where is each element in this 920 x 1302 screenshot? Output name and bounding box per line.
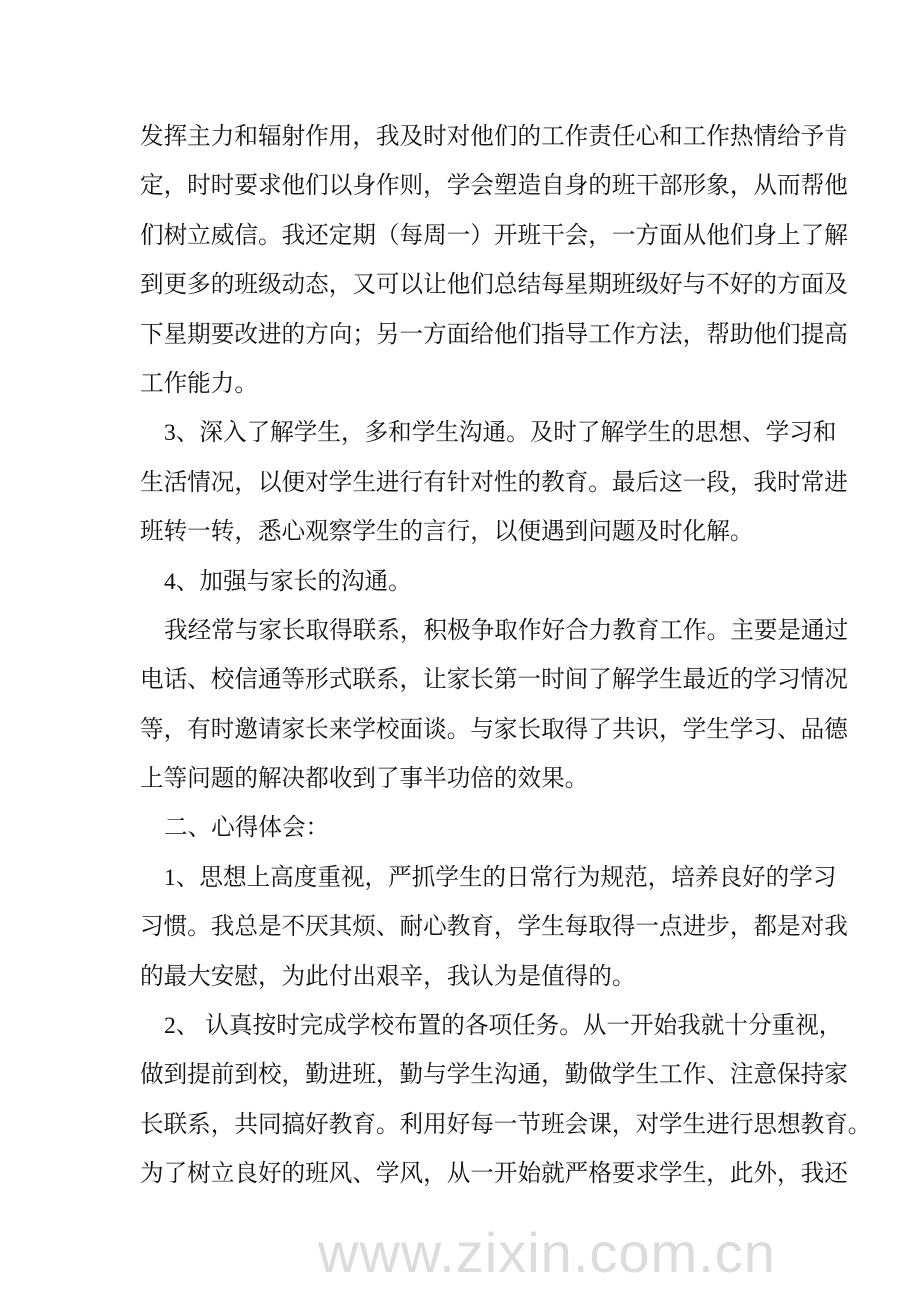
- text-line: 们树立威信。我还定期（每周一）开班干会，一方面从他们身上了解: [140, 222, 848, 249]
- text-line: 2、 认真按时完成学校布置的各项任务。从一开始我就十分重视，: [164, 1013, 843, 1040]
- text-line: 4、加强与家长的沟通。: [164, 568, 412, 595]
- text-line: 二、心得体会：: [164, 815, 330, 842]
- text-line: 发挥主力和辐射作用，我及时对他们的工作责任心和工作热情给予肯: [140, 124, 848, 150]
- text-line: 等，有时邀请家长来学校面谈。与家长取得了共识，学生学习、品德: [140, 716, 848, 743]
- text-line: 为了树立良好的班风、学风，从一开始就严格要求学生，此外，我还: [140, 1161, 848, 1188]
- text-line: 做到提前到校，勤进班，勤与学生沟通，勤做学生工作、注意保持家: [140, 1062, 848, 1089]
- text-line: 班转一转，悉心观察学生的言行，以便遇到问题及时化解。: [140, 519, 754, 546]
- watermark: www.zixin.com.cn: [318, 1221, 776, 1284]
- text-line: 长联系，共同搞好教育。利用好每一节班会课，对学生进行思想教育。: [140, 1111, 872, 1138]
- text-line: 电话、校信通等形式联系，让家长第一时间了解学生最近的学习情况: [140, 667, 848, 694]
- text-line: 我经常与家长取得联系，积极争取作好合力教育工作。主要是通过: [164, 617, 849, 644]
- text-line: 到更多的班级动态，又可以让他们总结每星期班级好与不好的方面及: [140, 272, 848, 299]
- text-line: 生活情况，以便对学生进行有针对性的教育。最后这一段，我时常进: [140, 469, 848, 496]
- text-line: 上等问题的解决都收到了事半功倍的效果。: [140, 766, 589, 793]
- text-line: 工作能力。: [140, 370, 258, 397]
- text-line: 下星期要改进的方向；另一方面给他们指导工作方法，帮助他们提高: [140, 321, 848, 348]
- text-line: 习惯。我总是不厌其烦、耐心教育，学生每取得一点进步，都是对我: [140, 914, 848, 941]
- text-line: 1、思想上高度重视，严抓学生的日常行为规范，培养良好的学习: [164, 864, 837, 891]
- text-line: 定，时时要求他们以身作则，学会塑造自身的班干部形象，从而帮他: [140, 173, 848, 200]
- text-line: 3、深入了解学生，多和学生沟通。及时了解学生的思想、学习和: [164, 420, 837, 447]
- text-line: 的最大安慰，为此付出艰辛，我认为是值得的。: [140, 963, 636, 990]
- document-body: [140, 113, 872, 1200]
